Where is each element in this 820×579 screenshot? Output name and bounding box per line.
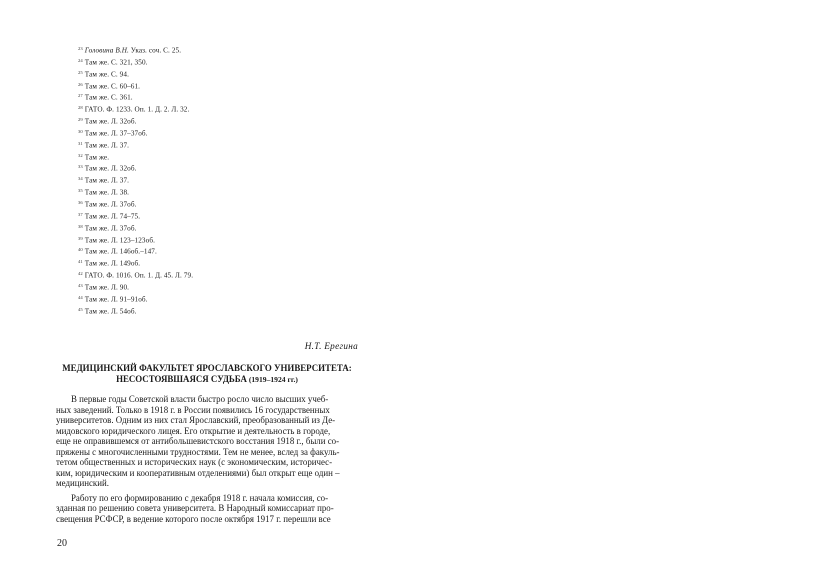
text-line: ных заведений. Только в 1918 г. в России появились 16 государственных	[56, 404, 330, 415]
text-line: еще не оправившемся от антибольшевистского восстания 1918 г., были со-	[56, 436, 340, 446]
footnote: $^{44}$ Там же. Л. 91–91об.	[78, 294, 148, 304]
article-title-subtitle: НЕСОСТОЯВШАЯСЯ СУДЬБА	[116, 374, 247, 384]
article-title-line: МЕДИЦИНСКИЙ ФАКУЛЬТЕТ ЯРОСЛАВСКОГО УНИВЕРСИТЕТА:	[62, 363, 352, 373]
text-line: университетов. Одним из них стал Ярославский, преобразованный из Де-	[56, 415, 336, 425]
footnote: $^{40}$ Там же. Л. 146об.–147.	[78, 247, 157, 256]
footnote: $^{39}$ Там же. Л. 123–123об.	[78, 235, 155, 245]
footnote: $^{45}$ Там же. Л. 54об.	[78, 306, 137, 316]
article-author: Н.Т. Ерегина	[304, 341, 358, 351]
article-body	[56, 394, 358, 524]
text-line: В первые годы Советской власти быстро росло число высших учеб-	[71, 394, 329, 404]
text-line: пряжены с многочисленными трудностями. Тем не менее, вслед за факуль-	[56, 446, 340, 457]
text-line: ким, юридическим и кооперативным отделениями) был открыт еще один –	[56, 467, 340, 478]
text-line: Работу по его формированию с декабря 1918 г. начала комиссия, со-	[71, 492, 329, 503]
footnote: $^{26}$ Там же. С. 60–61.	[78, 81, 141, 91]
footnotes-list	[78, 44, 378, 316]
text-line: тетом общественных и исторических наук (с экономическим, историчес-	[56, 457, 333, 467]
text-line: свещения РСФСР, в ведение которого после октября 1917 г. перешли все	[56, 513, 331, 524]
article-title-line	[56, 374, 358, 385]
footnote: $^{29}$ Там же. Л. 32об.	[78, 117, 137, 126]
footnote: $^{36}$ Там же. Л. 37об.	[78, 199, 137, 209]
footnote: $^{34}$ Там же. Л. 37.	[78, 176, 130, 185]
footnote: $^{43}$ Там же. Л. 90.	[78, 282, 130, 292]
footnote: $^{41}$ Там же. Л. 149об.	[78, 259, 141, 268]
page-number: 20	[57, 538, 67, 549]
footnote: $^{24}$ Там же. С. 321, 350.	[78, 57, 148, 67]
footnote: $^{35}$ Там же. Л. 38.	[78, 188, 130, 197]
footnote: $^{32}$ Там же.	[78, 152, 110, 162]
text-line: мидовского юридического лицея. Его открытие и деятельность в городе,	[56, 425, 331, 436]
footnote: $^{31}$ Там же. Л. 37.	[78, 140, 130, 150]
footnote: $^{23}$ Головина В.Н. Указ. соч. С. 25.	[78, 46, 182, 55]
text-line: зданная по решению совета университета. В Народный комиссариат про-	[56, 503, 334, 513]
footnote: $^{27}$ Там же. С. 361.	[78, 93, 133, 102]
footnote: $^{37}$ Там же. Л. 74–75.	[78, 211, 141, 221]
footnote: $^{28}$ ГАТО. Ф. 1233. Оп. 1. Д. 2. Л. 32.	[78, 105, 190, 114]
footnote: $^{33}$ Там же. Л. 32об.	[78, 164, 137, 174]
footnote: $^{38}$ Там же. Л. 37об.	[78, 223, 137, 233]
footnote: $^{30}$ Там же. Л. 37–37об.	[78, 128, 148, 138]
text-line: медицинский.	[56, 478, 109, 488]
footnote: $^{25}$ Там же. С. 94.	[78, 69, 129, 79]
footnote: $^{42}$ ГАТО. Ф. 1016. Оп. 1. Д. 45. Л. 79.	[78, 271, 194, 280]
article-title-years: (1919–1924 гг.)	[246, 375, 298, 384]
article-title	[56, 363, 358, 385]
